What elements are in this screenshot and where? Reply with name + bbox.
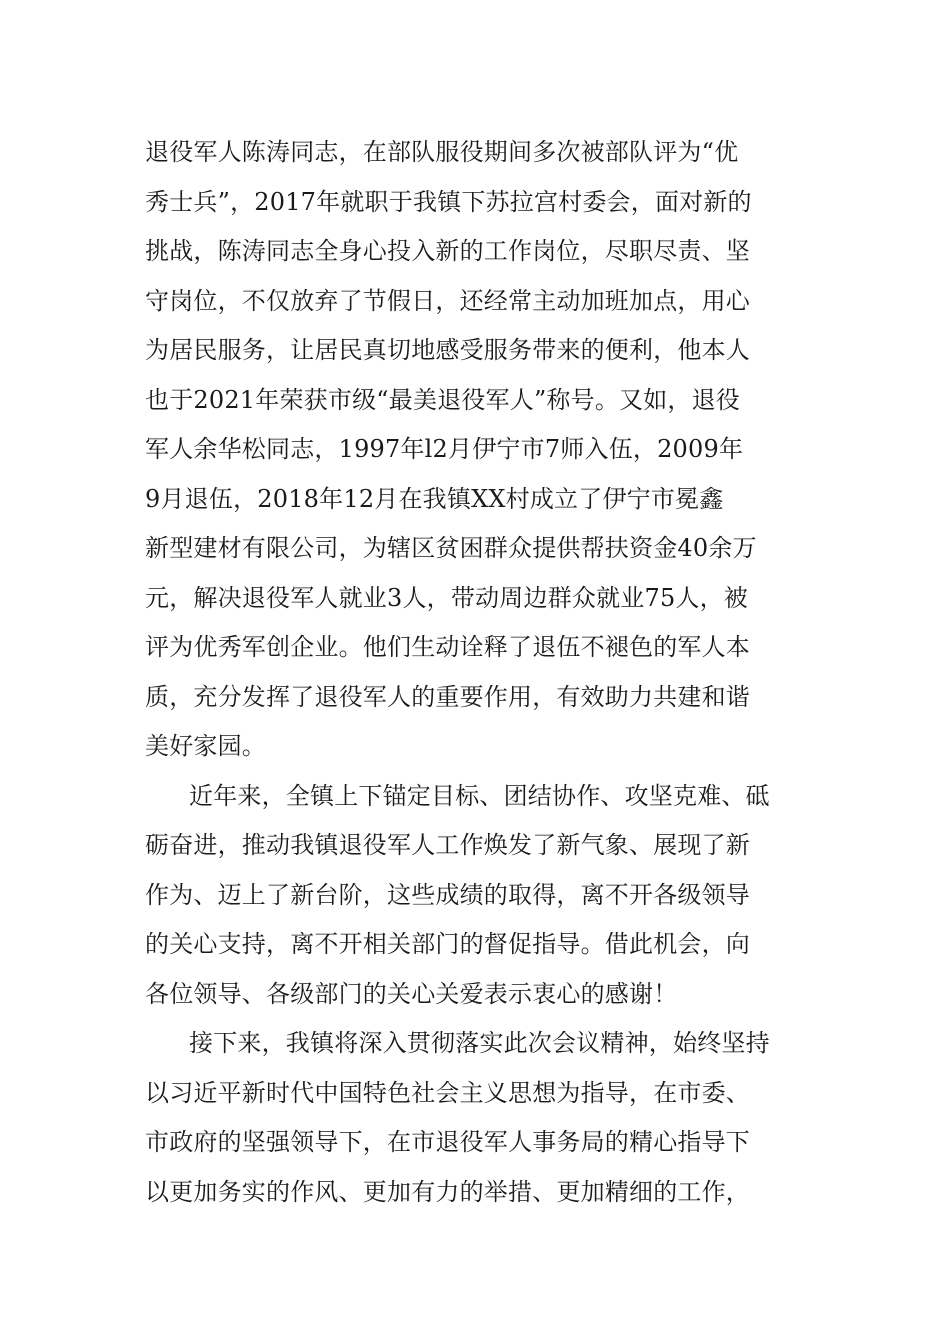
paragraph-veteran-stories — [145, 128, 805, 772]
text-line: 军人余华松同志，1997年l2月伊宁市7师入伍，2009年 — [145, 435, 744, 463]
text-line: 守岗位，不仅放弃了节假日，还经常主动加班加点，用心 — [145, 286, 750, 315]
text-line: 市政府的坚强领导下，在市退役军人事务局的精心指导下 — [145, 1128, 750, 1156]
text-line: 评为优秀军创企业。他们生动诠释了退伍不褪色的军人本 — [145, 633, 750, 661]
text-line: 的关心支持，离不开相关部门的督促指导。借此机会，向 — [145, 930, 750, 958]
text-line: 退役军人陈涛同志，在部队服役期间多次被部队评为“优 — [145, 138, 739, 166]
text-line: 以更加务实的作风、更加有力的举措、更加精细的工作， — [145, 1177, 750, 1206]
text-line: 秀士兵”，2017年就职于我镇下苏拉宫村委会，面对新的 — [145, 187, 752, 216]
text-line: 9月退伍，2018年12月在我镇XX村成立了伊宁市冕鑫 — [145, 484, 724, 513]
paragraph-next-steps — [145, 1019, 805, 1217]
text-line: 接下来，我镇将深入贯彻落实此次会议精神，始终坚持 — [189, 1029, 770, 1057]
document-body — [145, 128, 805, 1217]
text-line: 砺奋进，推动我镇退役军人工作焕发了新气象、展现了新 — [145, 831, 750, 859]
text-line: 各位领导、各级部门的关心关爱表示衷心的感谢！ — [145, 979, 678, 1008]
text-line: 美好家园。 — [145, 732, 266, 760]
text-line: 挑战，陈涛同志全身心投入新的工作岗位，尽职尽责、坚 — [145, 237, 750, 265]
text-line: 也于2021年荣获市级“最美退役军人”称号。又如，退役 — [145, 385, 741, 414]
text-line: 近年来，全镇上下锚定目标、团结协作、攻坚克难、砥 — [189, 781, 770, 810]
text-line: 作为、迈上了新台阶，这些成绩的取得，离不开各级领导 — [145, 880, 750, 909]
text-line: 元，解决退役军人就业3人，带动周边群众就业75人，被 — [145, 583, 749, 612]
paragraph-recent-achievements — [145, 772, 805, 1020]
text-line: 质，充分发挥了退役军人的重要作用，有效助力共建和谐 — [145, 682, 750, 711]
text-line: 为居民服务，让居民真切地感受服务带来的便利，他本人 — [145, 336, 750, 364]
text-line: 以习近平新时代中国特色社会主义思想为指导，在市委、 — [145, 1078, 750, 1107]
text-line: 新型建材有限公司，为辖区贫困群众提供帮扶资金40余万 — [145, 534, 757, 562]
